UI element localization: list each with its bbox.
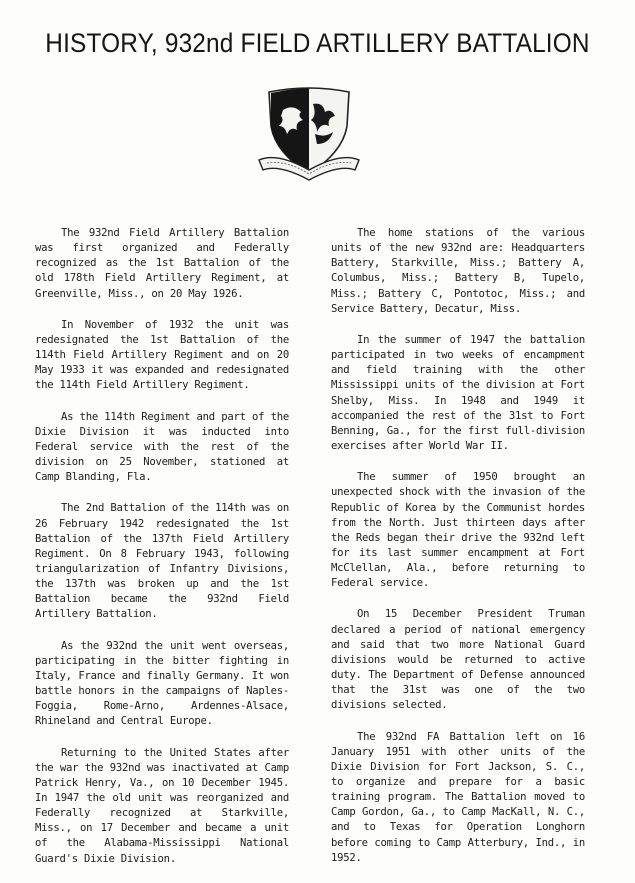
- battalion-insignia-icon: [257, 86, 361, 182]
- left-column: [35, 226, 289, 883]
- paragraph: On 15 December President Truman declared a period of national emergency and said that two more National Guard divisions would be returned to active duty. The Department of Defense announced that the 31st was one of the two divisions selected.: [331, 608, 585, 712]
- paragraph: In November of 1932 the unit was redesignated the 1st Battalion of the 114th Field Artillery Regiment and on 20 May 1933 it was expanded and redesignated the 114th Field Artillery Regiment.: [35, 318, 289, 392]
- paragraph: The summer of 1950 brought an unexpected shock with the invasion of the Republic of Korea by the Communist hordes from the North. Just thirteen days after the Reds began their drive the 932nd left for its last summer encampment at Fort McClellan, Ala., before returning to Federal service.: [331, 471, 585, 590]
- paragraph: Returning to the United States after the war the 932nd was inactivated at Camp Patrick Henry, Va., on 10 December 1945. In 1947 the old unit was reorganized and Federally recognized at Starkville, Miss., on 17 December and became a unit of the Alabama-Mississippi National Guard's Dixie Division.: [35, 746, 289, 865]
- paragraph: The 2nd Battalion of the 114th was on 26 February 1942 redesignated the 1st Battalion of the 137th Field Artillery Regiment. On 8 February 1943, following triangularization of Infantry Divisions, the 137th was broken up and the 1st Battalion became the 932nd Field Artillery Battalion.: [35, 502, 289, 621]
- page-title: HISTORY, 932nd FIELD ARTILLERY BATTALION: [45, 28, 590, 58]
- right-column: [331, 226, 585, 882]
- paragraph: In the summer of 1947 the battalion participated in two weeks of encampment and field training with the other Mississippi units of the division at Fort Shelby, Miss. In 1948 and 1949 it accompanied the rest of the 31st to Fort Benning, Ga., for the first full-division exercises after World War II.: [331, 333, 585, 453]
- paragraph: The home stations of the various units of the new 932nd are: Headquarters Battery, Starkville, Miss.; Battery A, Columbus, Miss.; Battery B, Tupelo, Miss.; Battery C, Pontotoc, Miss.; and Service Battery, Decatur, Miss.: [331, 227, 585, 315]
- paragraph: The 932nd Field Artillery Battalion was first organized and Federally recognized as the 1st Battalion of the old 178th Field Artillery Regiment, at Greenville, Miss., on 20 May 1926.: [35, 227, 289, 300]
- paragraph: As the 932nd the unit went overseas, participating in the bitter fighting in Italy, France and finally Germany. It won battle honors in the campaigns of Naples-Foggia, Rome-Arno, Ardennes-Alsace, Rhineland and Central Europe.: [35, 639, 289, 728]
- paragraph: The 932nd FA Battalion left on 16 January 1951 with other units of the Dixie Division for Fort Jackson, S. C., to organize and prepare for a basic training program. The Battalion moved to Camp Gordon, Ga., to Camp MacKall, N. C., and to Texas for Operation Longhorn before coming to Camp Atterbury, Ind., in 1952.: [331, 730, 585, 864]
- paragraph: As the 114th Regiment and part of the Dixie Division it was inducted into Federal service with the rest of the division on 25 November, stationed at Camp Blanding, Fla.: [35, 410, 289, 484]
